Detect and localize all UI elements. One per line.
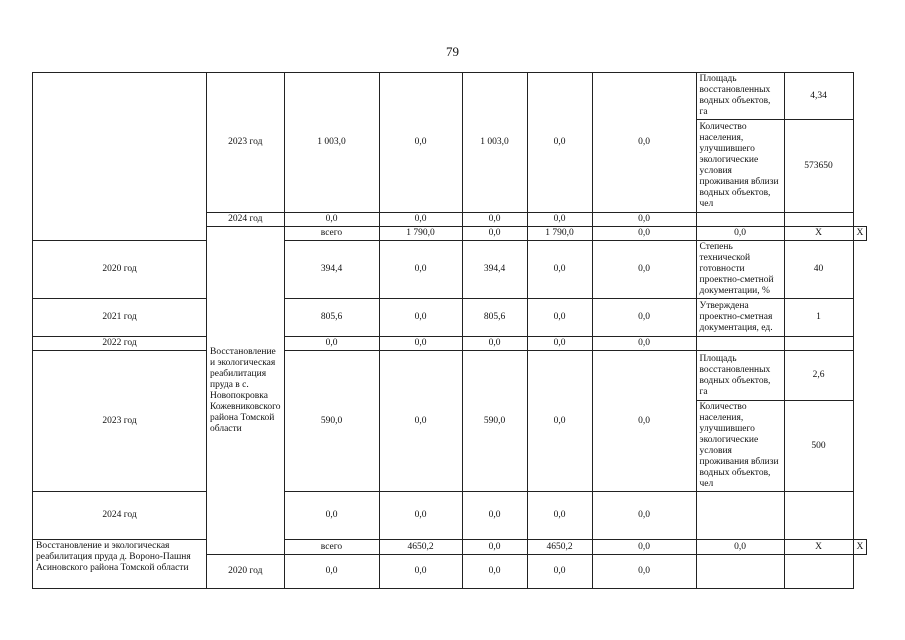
value-cell: 0,0	[527, 492, 592, 540]
page-number: 79	[446, 44, 459, 59]
indicator-cell: Количество населения, улучшившего экологические условия проживания вблизи водных объектов, чел	[696, 120, 784, 213]
indicator-value-cell	[784, 213, 853, 227]
year-cell: 2021 год	[33, 299, 207, 337]
value-cell: 0,0	[462, 555, 527, 589]
value-cell: 0,0	[462, 213, 527, 227]
value-cell: 0,0	[462, 337, 527, 351]
value-cell: 0,0	[379, 213, 462, 227]
indicator-value-cell: 2,6	[784, 351, 853, 401]
table-row	[33, 299, 867, 337]
year-cell: всего	[284, 540, 379, 555]
indicator-cell	[696, 492, 784, 540]
year-cell: 2024 год	[207, 213, 285, 227]
value-cell: 1 790,0	[527, 227, 592, 241]
year-cell: 2020 год	[207, 555, 285, 589]
indicator-value-cell: 500	[784, 401, 853, 492]
indicator-cell	[696, 337, 784, 351]
indicator-value-cell: 40	[784, 241, 853, 299]
value-cell: 0,0	[284, 213, 379, 227]
value-cell: 590,0	[462, 351, 527, 492]
table-row	[33, 492, 867, 540]
value-cell: 0,0	[379, 351, 462, 492]
value-cell: 0,0	[462, 540, 527, 555]
indicator-cell	[696, 213, 784, 227]
value-cell: 0,0	[527, 337, 592, 351]
value-cell: 0,0	[592, 540, 696, 555]
value-cell: 0,0	[592, 227, 696, 241]
indicator-value-cell: Х	[853, 540, 867, 555]
year-cell: 2024 год	[33, 492, 207, 540]
indicator-value-cell: 573650	[784, 120, 853, 213]
value-cell: 0,0	[592, 351, 696, 492]
value-cell: 394,4	[284, 241, 379, 299]
value-cell: 0,0	[379, 73, 462, 213]
indicator-cell	[696, 555, 784, 589]
indicator-cell: Утверждена проектно-сметная документация, ед.	[696, 299, 784, 337]
table-row	[33, 540, 867, 555]
value-cell: 0,0	[379, 492, 462, 540]
value-cell: 0,0	[379, 555, 462, 589]
value-cell: 0,0	[527, 73, 592, 213]
value-cell: 0,0	[527, 241, 592, 299]
indicator-cell: Количество населения, улучшившего экологические условия проживания вблизи водных объектов, чел	[696, 401, 784, 492]
indicator-value-cell: 4,34	[784, 73, 853, 120]
event-name-cell: Восстановление и экологическая реабилитация пруда д. Вороно-Пашня Асиновского района Томской области	[33, 540, 207, 589]
table-row	[33, 241, 867, 299]
value-cell: 0,0	[284, 555, 379, 589]
table-row	[33, 337, 867, 351]
value-cell: 0,0	[592, 213, 696, 227]
value-cell: 805,6	[462, 299, 527, 337]
indicator-cell: Х	[784, 540, 853, 555]
value-cell: 0,0	[592, 555, 696, 589]
table-row	[33, 73, 867, 120]
value-cell: 0,0	[284, 337, 379, 351]
year-cell: 2023 год	[33, 351, 207, 492]
year-cell: всего	[284, 227, 379, 241]
year-cell: 2020 год	[33, 241, 207, 299]
value-cell: 4650,2	[527, 540, 592, 555]
value-cell: 0,0	[592, 299, 696, 337]
indicator-value-cell	[784, 492, 853, 540]
value-cell: 0,0	[527, 351, 592, 492]
value-cell: 0,0	[462, 227, 527, 241]
value-cell: 0,0	[379, 241, 462, 299]
value-cell: 0,0	[462, 492, 527, 540]
indicator-cell: Площадь восстановленных водных объектов, га	[696, 73, 784, 120]
financing-table	[32, 72, 867, 589]
value-cell: 0,0	[284, 492, 379, 540]
value-cell: 0,0	[592, 492, 696, 540]
indicator-value-cell	[784, 337, 853, 351]
value-cell: 805,6	[284, 299, 379, 337]
event-name-cell	[33, 73, 207, 241]
value-cell: 590,0	[284, 351, 379, 492]
value-cell: 0,0	[696, 227, 784, 241]
value-cell: 0,0	[379, 337, 462, 351]
indicator-cell: Площадь восстановленных водных объектов, га	[696, 351, 784, 401]
indicator-value-cell	[784, 555, 853, 589]
value-cell: 394,4	[462, 241, 527, 299]
value-cell: 1 003,0	[462, 73, 527, 213]
value-cell: 0,0	[379, 299, 462, 337]
value-cell: 0,0	[527, 555, 592, 589]
indicator-value-cell: Х	[853, 227, 867, 241]
value-cell: 0,0	[696, 540, 784, 555]
value-cell: 0,0	[592, 241, 696, 299]
table-row	[33, 351, 867, 401]
value-cell: 1 003,0	[284, 73, 379, 213]
value-cell: 0,0	[592, 73, 696, 213]
year-cell: 2023 год	[207, 73, 285, 213]
indicator-value-cell: 1	[784, 299, 853, 337]
value-cell: 0,0	[527, 213, 592, 227]
indicator-cell: Х	[784, 227, 853, 241]
year-cell: 2022 год	[33, 337, 207, 351]
value-cell: 1 790,0	[379, 227, 462, 241]
value-cell: 0,0	[592, 337, 696, 351]
value-cell: 0,0	[527, 299, 592, 337]
indicator-cell: Степень технической готовности проектно-сметной документации, %	[696, 241, 784, 299]
value-cell: 4650,2	[379, 540, 462, 555]
event-name-cell: Восстановление и экологическая реабилитация пруда в с. Новопокровка Кожевниковского района Томской области	[207, 227, 285, 555]
